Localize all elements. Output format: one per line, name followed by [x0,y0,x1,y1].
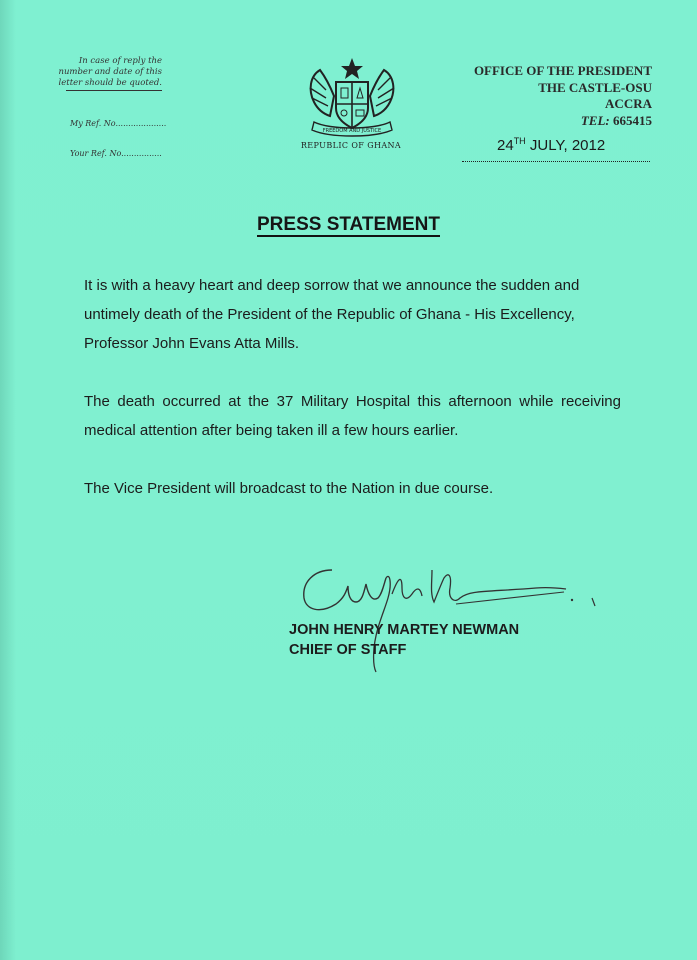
ghana-coat-of-arms-icon [300,56,404,138]
office-address [474,63,652,129]
title-block [0,214,697,236]
press-statement-title: PRESS STATEMENT [257,214,440,235]
signatory-role: CHIEF OF STAFF [289,642,407,658]
crest-caption: REPUBLIC OF GHANA [300,141,402,150]
office-line: OFFICE OF THE PRESIDENT [473,63,652,78]
crest-motto-text: FREEDOM AND JUSTICE [322,128,382,134]
office-tel [474,113,652,130]
date-day: 24 [497,137,514,154]
reply-note-underline [66,90,162,91]
signatory-name: JOHN HENRY MARTEY NEWMAN [289,622,520,638]
signatory-block [289,620,519,660]
statement-paragraph-1: It is with a heavy heart and deep sorrow that we announce the sudden and untimely death of the President of the Republic of Ghana - His Excellency, Professor John Evans Atta Mills. [84,277,580,352]
tel-label: TEL: [580,112,610,128]
office-line: THE CASTLE-OSU [538,79,652,95]
your-ref-field: Your Ref. No................ [70,149,162,158]
my-ref-field: My Ref. No.................... [70,119,167,128]
page-edge-shadow [0,0,16,960]
tel-number: 665415 [613,112,652,128]
statement-paragraph-2: The death occurred at the 37 Military Hospital this afternoon while receiving medical attention after being taken ill a few hours earlier. [84,393,621,439]
date-rest: JULY, 2012 [525,137,606,154]
letter-date [497,137,605,154]
statement-paragraph-3: The Vice President will broadcast to the Nation in due course. [84,480,494,497]
date-dotted-line [462,161,650,162]
date-suffix: TH [513,136,526,146]
reply-note-text: In case of reply the number and date of this letter should be quoted. [58,56,162,88]
reply-note [56,56,162,89]
office-line: ACCRA [605,96,652,111]
